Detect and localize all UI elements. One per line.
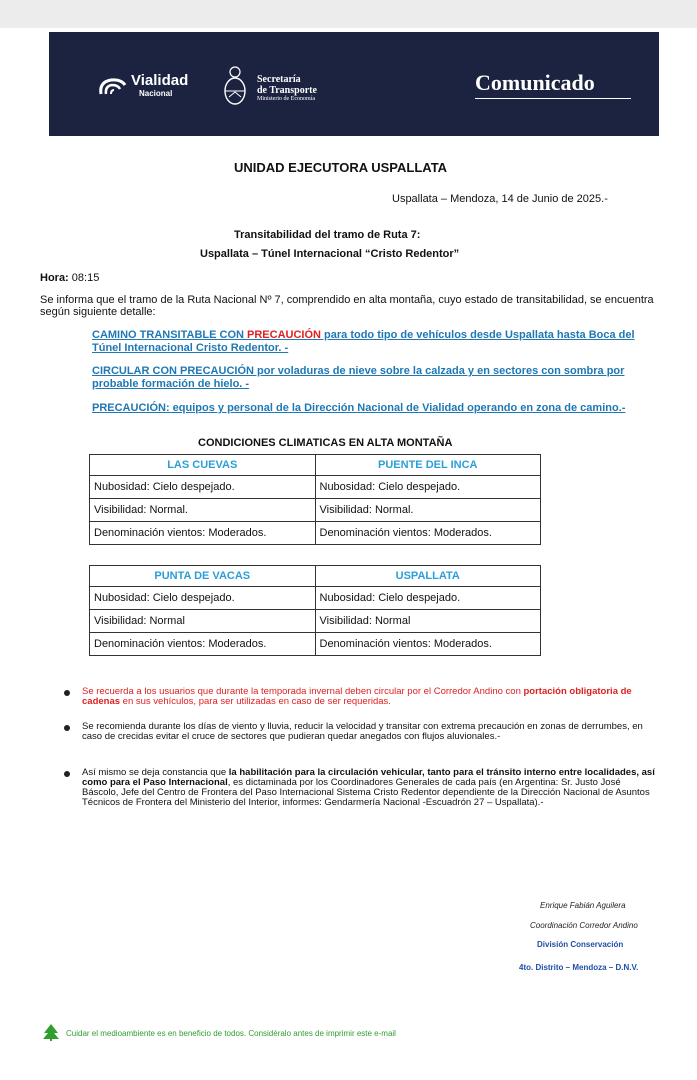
intro-paragraph: Se informa que el tramo de la Ruta Nacional Nº 7, comprendido en alta montaña, cuyo estado de transitabilidad, se encuentra según siguiente detalle: — [40, 294, 654, 318]
table-cell: Visibilidad: Normal — [315, 610, 541, 633]
weather-table-2 — [89, 565, 541, 656]
signature-name: Enrique Fabián Aguilera — [540, 901, 626, 910]
table-row — [90, 476, 541, 499]
table-cell: Denominación vientos: Moderados. — [315, 522, 541, 545]
table-cell: Visibilidad: Normal — [90, 610, 316, 633]
notice-1-highlight: PRECAUCIÓN — [247, 329, 321, 341]
table-row — [90, 455, 541, 476]
location-las-cuevas: LAS CUEVAS — [90, 455, 316, 476]
top-bar — [0, 0, 697, 28]
ministerio-text: Ministerio de Economía — [257, 96, 315, 102]
signature-district: 4to. Distrito – Mendoza – D.N.V. — [519, 963, 639, 972]
notice-1 — [92, 329, 658, 355]
table-row — [90, 587, 541, 610]
subject-line-1: Transitabilidad del tramo de Ruta 7: — [234, 229, 421, 241]
table-cell: Denominación vientos: Moderados. — [90, 522, 316, 545]
notice-3: PRECAUCIÓN: equipos y personal de la Dirección Nacional de Vialidad operando en zona de camino.- — [92, 402, 626, 414]
bullet-1-post: en sus vehículos, para ser utilizadas en caso de ser requeridas. — [120, 696, 391, 707]
conditions-title: CONDICIONES CLIMATICAS EN ALTA MONTAÑA — [198, 437, 453, 449]
eco-footer-text: Cuidar el medioambiente es en beneficio de todos. Considéralo antes de imprimir este e-mail — [66, 1029, 396, 1038]
secretaria-title — [257, 74, 317, 96]
table-cell: Nubosidad: Cielo despejado. — [315, 476, 541, 499]
table-row — [90, 633, 541, 656]
bullet-habilitacion — [82, 768, 658, 808]
bullet-wind-rain: Se recomienda durante los días de viento y lluvia, reducir la velocidad y transitar con extrema precaución en zonas de derrumbes, en caso de crecidas evitar el cruce de sectores que pudieran quedar anegados con flujos aluvionales.- — [82, 721, 643, 742]
bullet-1-bold: portación obligatoria de cadenas — [82, 686, 632, 707]
location-puente-del-inca: PUENTE DEL INCA — [315, 455, 541, 476]
hora-label: Hora: — [40, 272, 69, 284]
unit-title: UNIDAD EJECUTORA USPALLATA — [234, 160, 448, 175]
subject-line-2: Uspallata – Túnel Internacional “Cristo Redentor” — [200, 248, 460, 260]
table-row — [90, 499, 541, 522]
vialidad-sub: Nacional — [139, 89, 173, 98]
bullet-1-pre: Se recuerda a los usuarios que durante la temporada invernal deben circular por el Corredor Andino con — [82, 686, 524, 697]
bullet-dot — [64, 771, 70, 777]
bullet-3-post: , es dictaminada por los Coordinadores Generales de cada país (en Argentina: Sr. Justo José Báscolo, Jefe del Centro de Frontera del Paso Internacional Sistema Cristo Redentor dependiente de la Dirección Nacional de Asuntos Técnicos de Frontera del Ministerio del Interior, informes: Gendarmería Nacional -Escuadrón 27 – Uspallata).- — [82, 777, 650, 808]
comunicado-underline — [475, 98, 631, 99]
notice-1-pre: CAMINO TRANSITABLE CON — [92, 329, 248, 341]
header-banner — [49, 32, 659, 136]
hora-value: 08:15 — [71, 272, 100, 284]
coat-of-arms-icon — [223, 64, 247, 108]
table-cell: Nubosidad: Cielo despejado. — [90, 476, 316, 499]
bullet-3-pre: Así mismo se deja constancia que — [82, 767, 229, 778]
weather-table-1 — [89, 454, 541, 545]
notice-2: CIRCULAR CON PRECAUCIÓN por voladuras de nieve sobre la calzada y en sectores con sombra por probable formación de hielo. - — [92, 365, 625, 390]
bullet-dot — [64, 690, 70, 696]
table-cell: Denominación vientos: Moderados. — [90, 633, 316, 656]
signature-role: Coordinación Corredor Andino — [530, 921, 638, 930]
secretaria-line-2: de Transporte — [257, 85, 317, 96]
table-cell: Visibilidad: Normal. — [315, 499, 541, 522]
place-date: Uspallata – Mendoza, 14 de Junio de 2025.- — [392, 193, 608, 205]
bullet-3-bold: la habilitación para la circulación vehicular, tanto para el tránsito interno entre localidades, así como para el Paso Internacional — [82, 767, 655, 788]
comunicado-title: Comunicado — [475, 70, 595, 95]
table-cell: Visibilidad: Normal. — [90, 499, 316, 522]
secretaria-line-1: Secretaría — [257, 74, 301, 85]
bullet-chains — [82, 687, 658, 707]
signature-division: División Conservación — [537, 940, 624, 949]
bullet-dot — [64, 725, 70, 731]
table-cell: Nubosidad: Cielo despejado. — [315, 587, 541, 610]
table-cell: Nubosidad: Cielo despejado. — [90, 587, 316, 610]
table-cell: Denominación vientos: Moderados. — [315, 633, 541, 656]
hora-line — [40, 272, 99, 284]
location-punta-de-vacas: PUNTA DE VACAS — [90, 566, 316, 587]
table-row — [90, 566, 541, 587]
notice-1-post: para todo tipo de vehículos desde Uspallata hasta Boca del Túnel Internacional Cristo Redentor. - — [92, 329, 635, 354]
vialidad-logo-icon — [97, 76, 129, 98]
location-uspallata: USPALLATA — [315, 566, 541, 587]
vialidad-name: Vialidad — [131, 72, 189, 89]
recycle-tree-icon — [40, 1023, 62, 1041]
table-row — [90, 522, 541, 545]
table-row — [90, 610, 541, 633]
